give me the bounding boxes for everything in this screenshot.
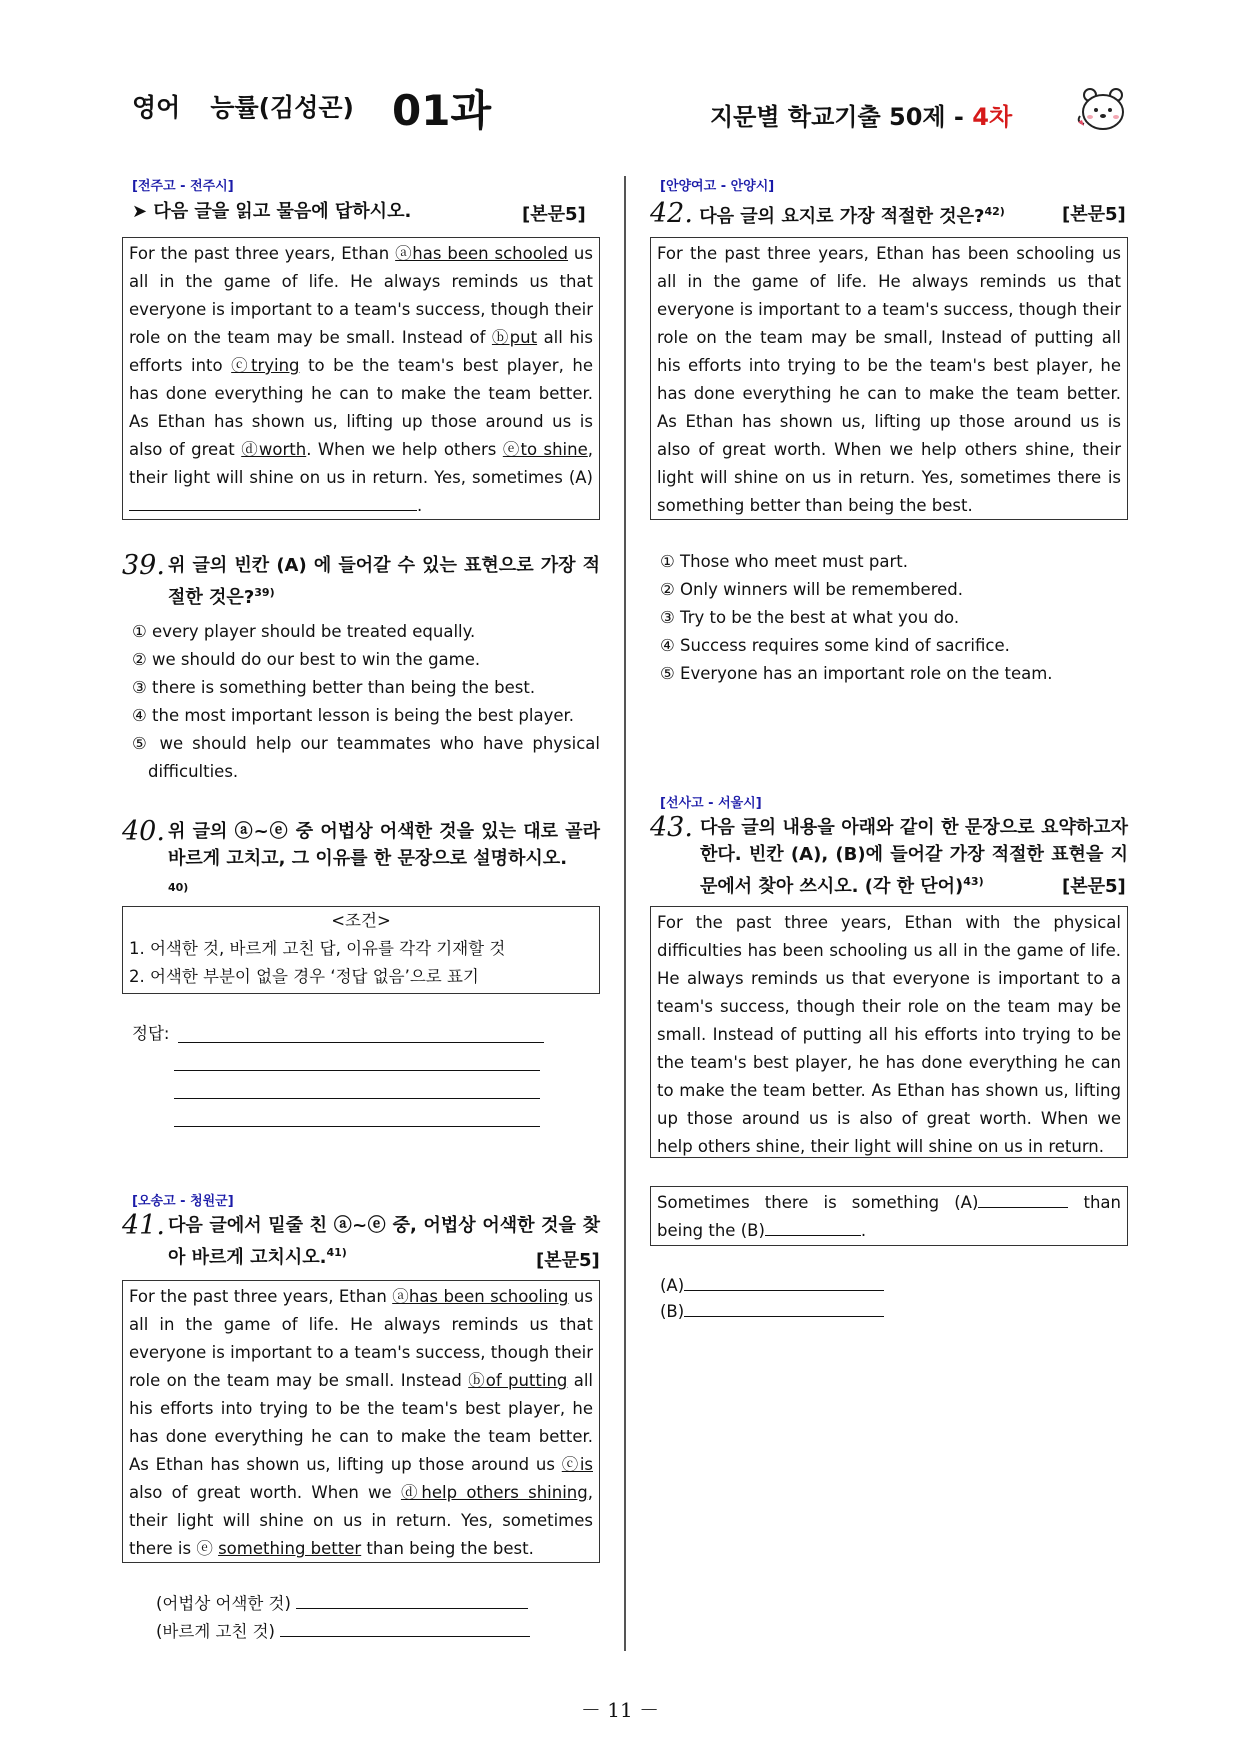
q40-condition-2: 2. 어색한 부분이 없을 경우 ‘정답 없음’으로 표기 [129, 967, 479, 986]
q38-underline-b: ⓑput [491, 328, 538, 347]
q38-source: [전주고 - 전주시] [132, 179, 234, 194]
q42-header [650, 198, 1005, 230]
q41-passage-text: , their light will shine on us in return. Yes, sometimes there is ⓔ [129, 1483, 593, 1558]
publisher-label: 능률(김성곤) [210, 93, 354, 122]
q38-blank-a[interactable] [129, 510, 417, 511]
q38-passage-text: . When we help others [306, 440, 503, 459]
q38-passage [122, 237, 600, 520]
q41-tag: [본문5] [536, 1250, 600, 1271]
q40-answer-line-3[interactable] [174, 1098, 540, 1099]
q38-passage-text: , their light will shine on us in return. Yes, sometimes (A) [129, 440, 593, 487]
q42-option-5[interactable]: ⑤ Everyone has an important role on the team. [660, 664, 1053, 683]
q43-answer-b [660, 1298, 884, 1326]
q43-question: 다음 글의 내용을 아래와 같이 한 문장으로 요약하고자 한다. 빈칸 (A), (B)에 들어갈 가장 적절한 표현을 지문에서 찾아 쓰시오. (각 한 단어) [700, 817, 1128, 897]
q43-summary-box [650, 1186, 1128, 1246]
header-subject [132, 88, 354, 124]
q38-instruction: ➤ 다음 글을 읽고 물음에 답하시오. [132, 201, 412, 222]
q38-passage-text: . [417, 496, 423, 515]
q41-passage-text: all his efforts into trying to be the team's best player, he has done everything he can to make the team better. As Ethan has shown us, lifting up those around us [129, 1371, 593, 1474]
q41-answer-fixed-label: (바르게 고친 것) [156, 1622, 275, 1641]
q40-condition-box [122, 906, 600, 994]
lesson-title: 01과 [392, 86, 492, 135]
q40-number: 40. [122, 816, 165, 847]
q42-question: 다음 글의 요지로 가장 적절한 것은? [699, 206, 985, 227]
q38-passage-text: all his efforts into [129, 328, 593, 375]
q41-number: 41. [122, 1210, 165, 1241]
q40-question: 위 글의 ⓐ~ⓔ 중 어법상 어색한 것을 있는 대로 골라 바르게 고치고, 그 이유를 한 문장으로 설명하시오. [168, 821, 600, 869]
q41-passage-text: also of great worth. When we [129, 1483, 401, 1502]
q38-underline-a: ⓐhas been schooled [395, 244, 569, 263]
q39-option-1[interactable]: ① every player should be treated equally. [132, 622, 476, 641]
q40-answer-line-1[interactable] [178, 1042, 544, 1043]
q39-option-3[interactable]: ③ there is something better than being the best. [132, 678, 536, 697]
q41-underline-a: ⓐhas been schooling [392, 1287, 569, 1306]
q41-underline-e: something better [218, 1539, 362, 1558]
q42-number: 42. [650, 198, 693, 229]
q40-answer-line-4[interactable] [174, 1126, 540, 1127]
q43-summary-text: . [860, 1221, 867, 1240]
q42-note: 42) [984, 205, 1005, 218]
q41-answer-fixed-line[interactable] [280, 1636, 530, 1637]
q38-tag: [본문5] [522, 204, 586, 225]
q43-summary-blank-a[interactable] [978, 1207, 1068, 1208]
q39-option-5[interactable]: ⑤ we should help our teammates who have physical difficulties. [132, 734, 600, 781]
q40-header [122, 818, 600, 901]
q43-summary-text: Sometimes there is something (A) [657, 1193, 979, 1212]
q43-note: 43) [963, 875, 984, 888]
q41-header [122, 1212, 600, 1271]
q41-source: [오송고 - 청원군] [132, 1194, 234, 1209]
q42-option-4[interactable]: ④ Success requires some kind of sacrifice. [660, 636, 1010, 655]
q41-passage [122, 1280, 600, 1563]
q41-underline-c: ⓒis [561, 1455, 593, 1474]
q43-number: 43. [650, 812, 693, 843]
q39-note: 39) [254, 586, 275, 599]
q41-answer-wrong-label: (어법상 어색한 것) [156, 1594, 291, 1613]
q40-answer-label: 정답: [132, 1024, 170, 1043]
q41-underline-d: ⓓhelp others shining [400, 1483, 588, 1502]
q39-header [122, 552, 600, 611]
q42-option-1[interactable]: ① Those who meet must part. [660, 552, 908, 571]
q38-underline-e: ⓔto shine [502, 440, 588, 459]
q39-question: 위 글의 빈칸 (A) 에 들어갈 수 있는 표현으로 가장 적절한 것은? [168, 555, 600, 608]
q38-passage-text: to be the team's best player, he has done everything he can to make the team better. As Ethan has shown us, lifting up those around us is also of great [129, 356, 593, 459]
page-number: － 11 － [580, 1698, 660, 1722]
q40-answer-line-2[interactable] [174, 1070, 540, 1071]
q41-passage-text: than being the best. [361, 1539, 534, 1558]
q41-note: 41) [326, 1246, 347, 1259]
q40-condition-1: 1. 어색한 것, 바르게 고친 답, 이유를 각각 기재할 것 [129, 939, 506, 958]
q43-summary-text: than being the (B) [657, 1193, 1121, 1240]
round-label: 4차 [972, 103, 1013, 131]
series-title [710, 97, 1012, 132]
series-label: 지문별 학교기출 50제 - [710, 103, 973, 131]
column-divider [624, 176, 626, 1651]
q38-underline-c: ⓒtrying [231, 356, 300, 375]
q42-option-3[interactable]: ③ Try to be the best at what you do. [660, 608, 960, 627]
q43-answer-b-line[interactable] [684, 1316, 884, 1317]
q43-answer-a-line[interactable] [684, 1290, 884, 1291]
q41-underline-b: ⓑof putting [468, 1371, 568, 1390]
q42-passage: For the past three years, Ethan has been schooling us all in the game of life. He always reminds us that everyone is important to a team's success, though their role on the team may be small, Instead of putting all his efforts into trying to be the team's best player, he has done everything he can to make the team better. As Ethan has shown us, lifting up those around us is also of great worth. When we help others shine, their light will shine on us in return. Yes, sometimes there is something better than being the best. [650, 237, 1128, 520]
q40-note: 40) [168, 881, 189, 894]
q41-passage-text: For the past three years, Ethan [129, 1287, 393, 1306]
q42-source: [안양여고 - 안양시] [660, 179, 775, 194]
q42-options [660, 548, 1128, 688]
q38-underline-d: ⓓworth [241, 440, 307, 459]
subject-label: 영어 [132, 93, 181, 122]
q42-option-2[interactable]: ② Only winners will be remembered. [660, 580, 963, 599]
q39-question-wrap [168, 552, 600, 611]
q43-answer-a [660, 1272, 884, 1300]
q43-summary-blank-b[interactable] [765, 1235, 861, 1236]
q38-passage-text: us all in the game of life. He always reminds us that everyone is important to a team's success, though their role on the team may be small. Instead of [129, 244, 593, 347]
q40-condition-title: <조건> [331, 911, 391, 930]
q41-answer-wrong-line[interactable] [296, 1608, 528, 1609]
q39-option-2[interactable]: ② we should do our best to win the game. [132, 650, 481, 669]
q43-passage: For the past three years, Ethan with the physical difficulties has been schooling us all in the game of life. He always reminds us that everyone is important to a team's success, though their role on the team may be small. Instead of putting all his efforts into trying to be the team's best player, he has done everything he can to make the team better. As Ethan has shown us, lifting up those around us is also of great worth. When we help others shine, their light will shine on us in return. [650, 906, 1128, 1158]
q43-answer-a-label: (A) [660, 1276, 685, 1295]
q41-answer-fixed [156, 1618, 530, 1646]
q43-tag: [본문5] [1062, 876, 1126, 897]
q38-passage-text: For the past three years, Ethan [129, 244, 396, 263]
q39-option-4[interactable]: ④ the most important lesson is being the best player. [132, 706, 574, 725]
q40-question-wrap [168, 818, 600, 901]
q41-passage-text: us all in the game of life. He always reminds us that everyone is important to a team's success, though their role on the team may be small. Instead [129, 1287, 593, 1390]
q41-question: 다음 글에서 밑줄 친 ⓐ~ⓔ 중, 어법상 어색한 것을 찾아 바르게 고치시오. [168, 1215, 600, 1268]
q43-answer-b-label: (B) [660, 1302, 685, 1321]
q39-options [132, 618, 600, 786]
q42-tag: [본문5] [1062, 204, 1126, 225]
q43-source: [선사고 - 서울시] [660, 796, 762, 811]
q39-number: 39. [122, 550, 165, 581]
q43-header [650, 814, 1128, 900]
q41-answer-wrong [156, 1590, 528, 1618]
bear-mascot-icon [1076, 86, 1130, 134]
